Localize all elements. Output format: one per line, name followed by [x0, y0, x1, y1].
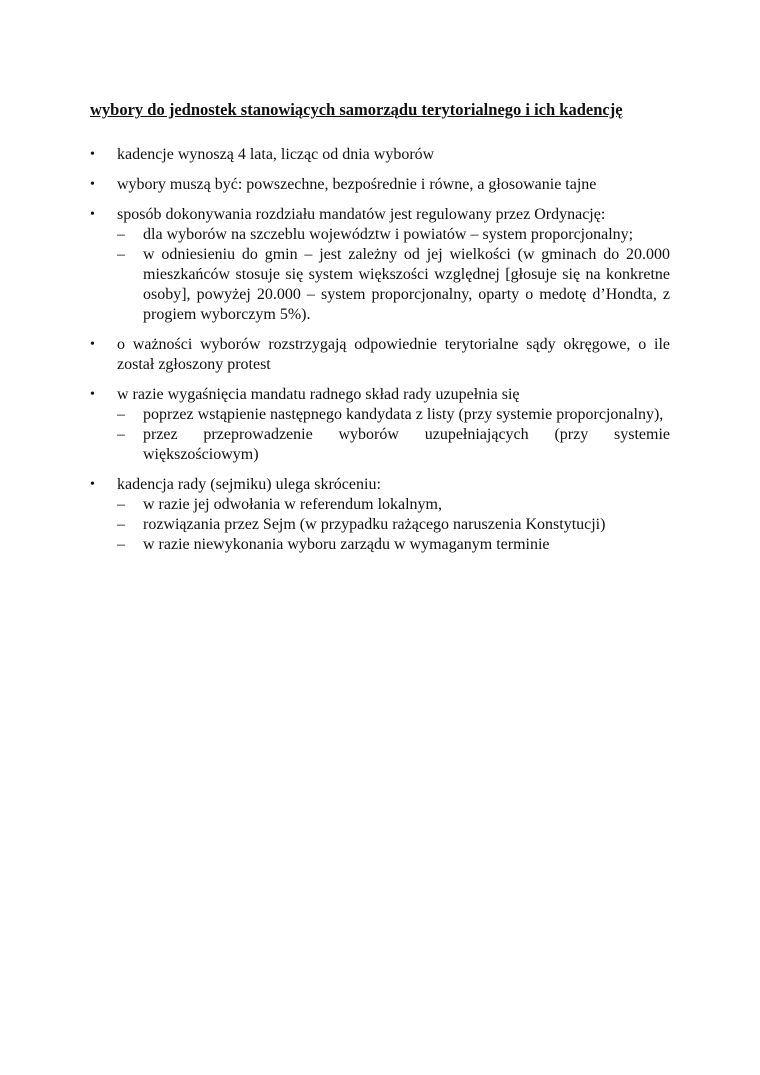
sub-list-item [117, 225, 670, 245]
sub-list-item-text: w razie niewykonania wyboru zarządu w wymaganym terminie [143, 536, 550, 553]
sub-list-item [117, 515, 670, 535]
sub-list [117, 495, 670, 555]
sub-list-item [117, 535, 670, 555]
dash-icon: – [117, 536, 125, 553]
dash-icon: – [117, 246, 125, 263]
dash-icon: – [117, 406, 125, 423]
bullet-icon: • [90, 177, 95, 192]
list-item-text: kadencje wynoszą 4 lata, licząc od dnia wyborów [117, 146, 435, 163]
bullet-list [90, 145, 670, 555]
document-title: wybory do jednostek stanowiących samorządu terytorialnego i ich kadencję [90, 100, 623, 119]
list-item [90, 335, 670, 375]
document-page [90, 99, 670, 565]
sub-list-item-text: rozwiązania przez Sejm (w przypadku rażącego naruszenia Konstytucji) [143, 516, 606, 533]
sub-list-item-text: przez przeprowadzenie wyborów uzupełniających (przy systemie większościowym) [143, 426, 670, 463]
sub-list-item-text: poprzez wstąpienie następnego kandydata z listy (przy systemie proporcjonalny), [143, 406, 664, 423]
list-item-text: o ważności wyborów rozstrzygają odpowiednie terytorialne sądy okręgowe, o ile został zgłoszony protest [117, 336, 670, 373]
sub-list-item-text: w odniesieniu do gmin – jest zależny od jej wielkości (w gminach do 20.000 mieszkańców stosuje się system większości względnej [głosuje się na konkretne osoby], powyżej 20.000 – system proporcjonalny, oparty o medotę d’Hondta, z progiem wyborczym 5%). [143, 246, 670, 323]
list-item [90, 385, 670, 465]
dash-icon: – [117, 426, 125, 443]
sub-list-item [117, 245, 670, 325]
bullet-icon: • [90, 477, 95, 492]
list-item-text: sposób dokonywania rozdziału mandatów jest regulowany przez Ordynację: [117, 206, 606, 223]
sub-list-item [117, 495, 670, 515]
bullet-icon: • [90, 387, 95, 402]
bullet-icon: • [90, 207, 95, 222]
list-item-text: w razie wygaśnięcia mandatu radnego skład rady uzupełnia się [117, 386, 520, 403]
sub-list-item-text: w razie jej odwołania w referendum lokalnym, [143, 496, 442, 513]
list-item [90, 475, 670, 555]
bullet-icon: • [90, 337, 95, 352]
bullet-icon: • [90, 147, 95, 162]
dash-icon: – [117, 496, 125, 513]
sub-list-item [117, 425, 670, 465]
list-item [90, 175, 670, 195]
sub-list-item [117, 405, 670, 425]
list-item [90, 145, 670, 165]
dash-icon: – [117, 226, 125, 243]
sub-list [117, 225, 670, 325]
list-item-text: kadencja rady (sejmiku) ulega skróceniu: [117, 476, 381, 493]
list-item-text: wybory muszą być: powszechne, bezpośrednie i równe, a głosowanie tajne [117, 176, 597, 193]
dash-icon: – [117, 516, 125, 533]
sub-list [117, 405, 670, 465]
list-item [90, 205, 670, 325]
sub-list-item-text: dla wyborów na szczeblu województw i powiatów – system proporcjonalny; [143, 226, 634, 243]
